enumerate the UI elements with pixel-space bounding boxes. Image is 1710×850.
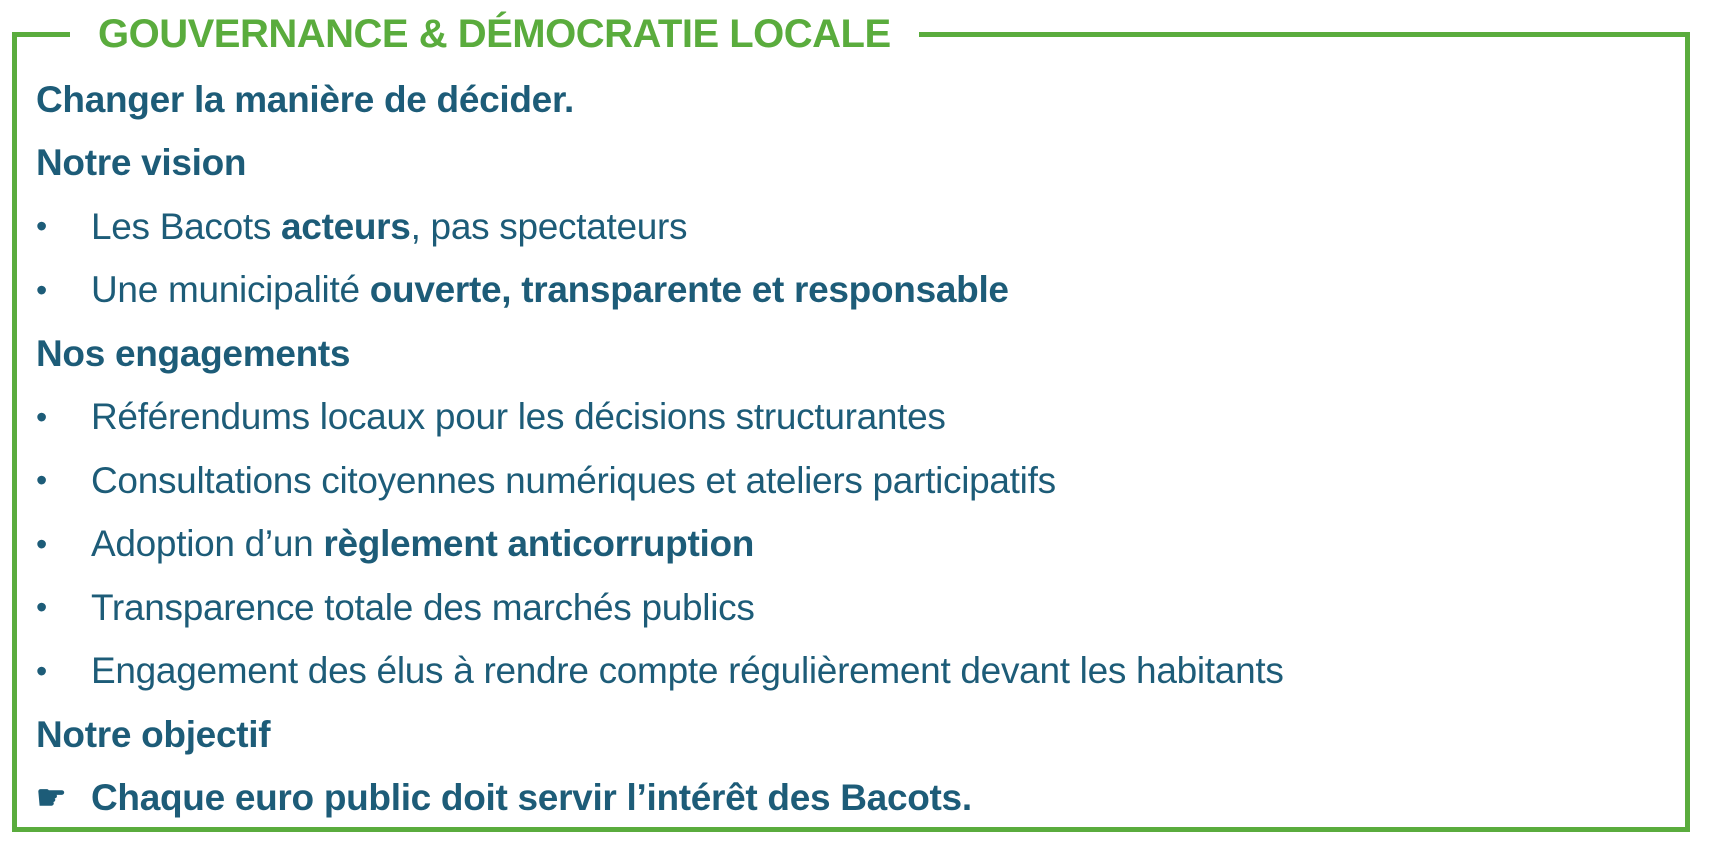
item-text: Transparence totale des marchés publics (91, 586, 755, 628)
list-item (36, 386, 1656, 450)
bullet-icon: • (36, 208, 47, 245)
bullet-icon: • (36, 398, 47, 435)
engagements-heading: Nos engagements (36, 332, 351, 374)
item-text: Consultations citoyennes numériques et ateliers participatifs (91, 459, 1056, 501)
list-item (36, 513, 1656, 577)
list-item (36, 195, 1656, 259)
objectif-text: Chaque euro public doit servir l’intérêt des Bacots. (91, 777, 972, 819)
list-item (36, 449, 1656, 513)
bullet-icon: • (36, 525, 47, 562)
item-text: Une municipalité ouverte, transparente et responsable (91, 269, 1009, 311)
bullet-icon: • (36, 271, 47, 308)
objectif-statement (36, 767, 1656, 831)
item-text: Engagement des élus à rendre compte régulièrement devant les habitants (91, 650, 1284, 692)
bullet-icon: • (36, 652, 47, 689)
list-item (36, 640, 1656, 704)
section-content (36, 68, 1656, 830)
item-text: Les Bacots acteurs, pas spectateurs (91, 205, 688, 247)
bullet-icon: • (36, 589, 47, 626)
item-text: Adoption d’un règlement anticorruption (91, 523, 755, 565)
section-title: GOUVERNANCE & DÉMOCRATIE LOCALE (70, 8, 919, 60)
list-item (36, 259, 1656, 323)
vision-heading: Notre vision (36, 142, 247, 184)
list-item (36, 576, 1656, 640)
tagline: Changer la manière de décider. (36, 78, 574, 120)
objectif-heading: Notre objectif (36, 713, 271, 755)
bullet-icon: • (36, 462, 47, 499)
item-text: Référendums locaux pour les décisions structurantes (91, 396, 946, 438)
pointing-hand-icon: ☛ (36, 779, 67, 818)
